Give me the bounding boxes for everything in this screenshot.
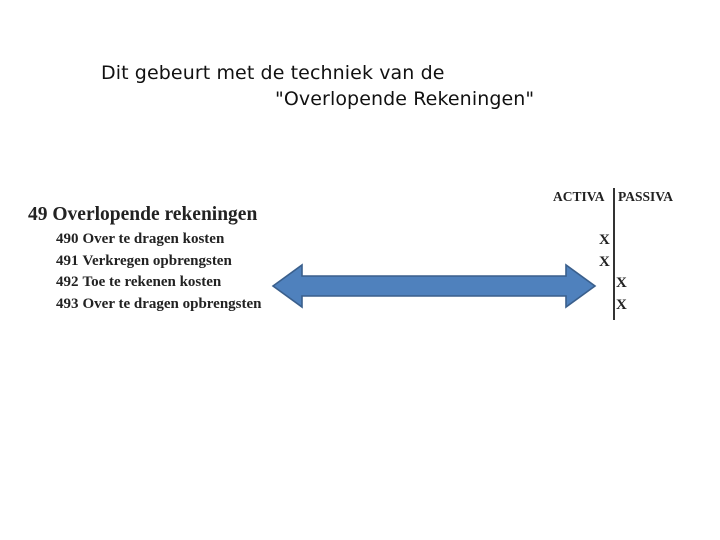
account-code: 491: [56, 253, 79, 269]
column-header-passiva: PASSIVA: [618, 189, 674, 204]
account-code: 490: [56, 231, 79, 247]
column-divider: [613, 188, 615, 320]
account-row-491: [56, 253, 232, 273]
account-label: Verkregen opbrengsten: [82, 253, 232, 269]
section-title: 49 Overlopende rekeningen: [28, 204, 258, 225]
mark-activa-491: X: [599, 254, 610, 270]
account-row-493: [56, 296, 262, 316]
mark-passiva-493: X: [616, 297, 627, 313]
account-label: Over te dragen opbrengsten: [82, 296, 262, 312]
account-label: Toe te rekenen kosten: [82, 274, 222, 290]
account-code: 492: [56, 274, 79, 290]
account-row-492: [56, 274, 221, 294]
mark-activa-490: X: [599, 232, 610, 248]
mark-passiva-492: X: [616, 275, 627, 291]
double-headed-arrow-icon: [270, 262, 600, 310]
account-label: Over te dragen kosten: [82, 231, 225, 247]
heading-line-2: "Overlopende Rekeningen": [275, 88, 535, 110]
account-row-490: [56, 231, 224, 251]
heading-line-1: Dit gebeurt met de techniek van de: [101, 62, 445, 84]
account-code: 493: [56, 296, 79, 312]
column-header-activa: ACTIVA: [553, 189, 605, 204]
